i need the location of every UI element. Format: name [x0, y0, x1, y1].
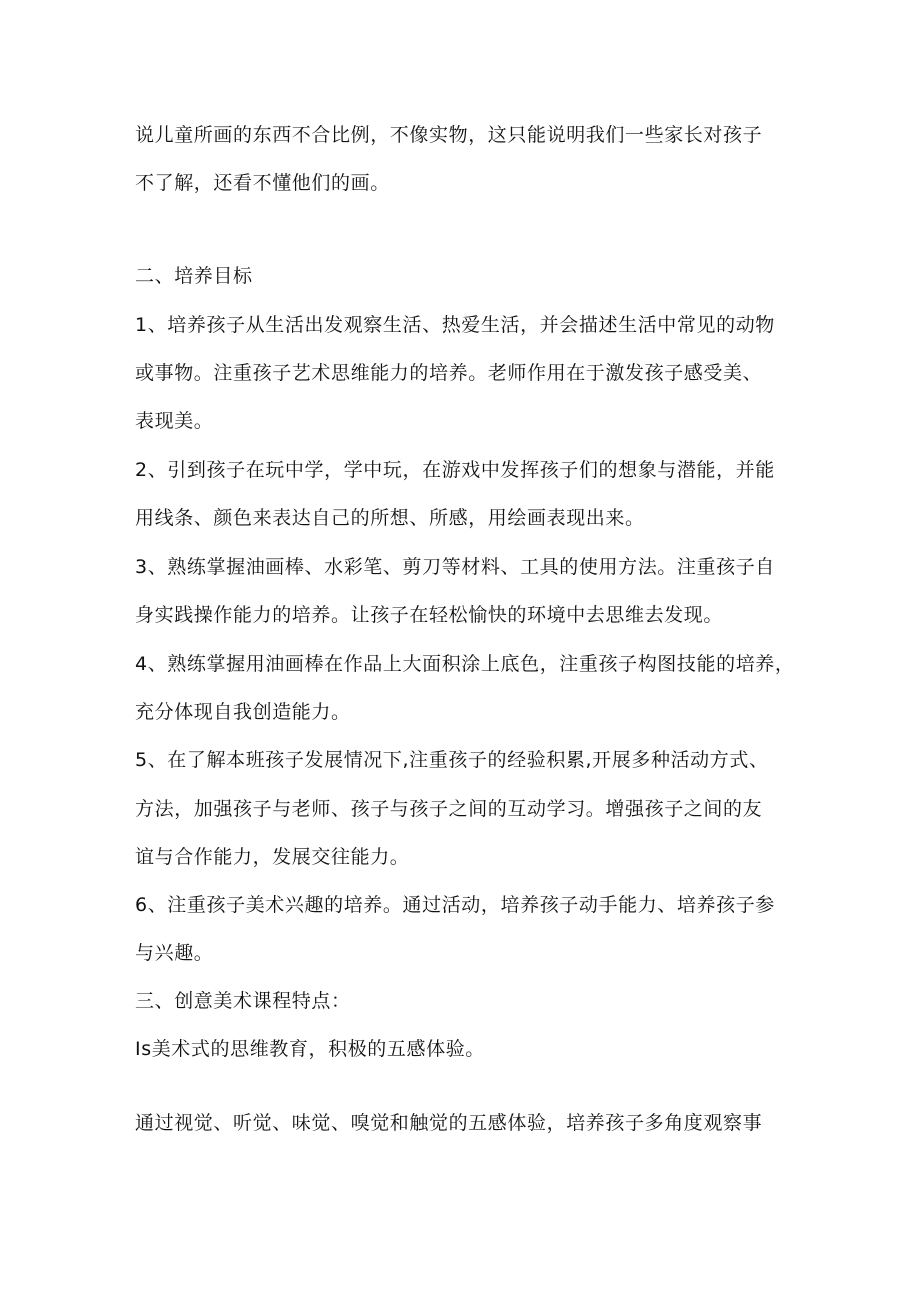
- paragraph-line: 通过视觉、听觉、味觉、嗅觉和触觉的五感体验，培养孩子多角度观察事: [135, 1112, 763, 1134]
- paragraph-line: 身实践操作能力的培养。让孩子在轻松愉快的环境中去思维去发现。: [135, 604, 724, 626]
- paragraph-line: 方法，加强孩子与老师、孩子与孩子之间的互动学习。增强孩子之间的友: [135, 798, 763, 820]
- paragraph-line: Is美术式的思维教育，积极的五感体验。: [135, 1038, 485, 1060]
- paragraph-line: 4、熟练掌握用油画棒在作品上大面积涂上底色，注重孩子构图技能的培养，: [135, 653, 795, 675]
- paragraph-line: 表现美。: [135, 410, 214, 432]
- paragraph-line: 不了解，还看不懂他们的画。: [135, 172, 390, 194]
- paragraph-line: 1、培养孩子从生活出发观察生活、热爱生活，并会描述生活中常见的动物: [135, 314, 775, 336]
- paragraph-line: 6、注重孩子美术兴趣的培养。通过活动，培养孩子动手能力、培养孩子参: [135, 894, 775, 916]
- paragraph-line: 谊与合作能力，发展交往能力。: [135, 846, 410, 868]
- section-heading: 二、培养目标: [135, 265, 253, 287]
- paragraph-line: 2、引到孩子在玩中学，学中玩，在游戏中发挥孩子们的想象与潜能，并能: [135, 459, 775, 481]
- paragraph-line: 充分体现自我创造能力。: [135, 701, 351, 723]
- section-heading: 三、创意美术课程特点：: [135, 990, 351, 1012]
- paragraph-line: 用线条、颜色来表达自己的所想、所感，用绘画表现出来。: [135, 507, 645, 529]
- paragraph-line: 或事物。注重孩子艺术思维能力的培养。老师作用在于激发孩子感受美、: [135, 362, 763, 384]
- paragraph-line: 说儿童所画的东西不合比例，不像实物，这只能说明我们一些家长对孩子: [135, 124, 763, 146]
- paragraph-line: 5、在了解本班孩子发展情况下,注重孩子的经验积累,开展多种活动方式、: [135, 749, 769, 771]
- paragraph-line: 3、熟练掌握油画棒、水彩笔、剪刀等材料、工具的使用方法。注重孩子自: [135, 556, 775, 578]
- paragraph-line: 与兴趣。: [135, 942, 214, 964]
